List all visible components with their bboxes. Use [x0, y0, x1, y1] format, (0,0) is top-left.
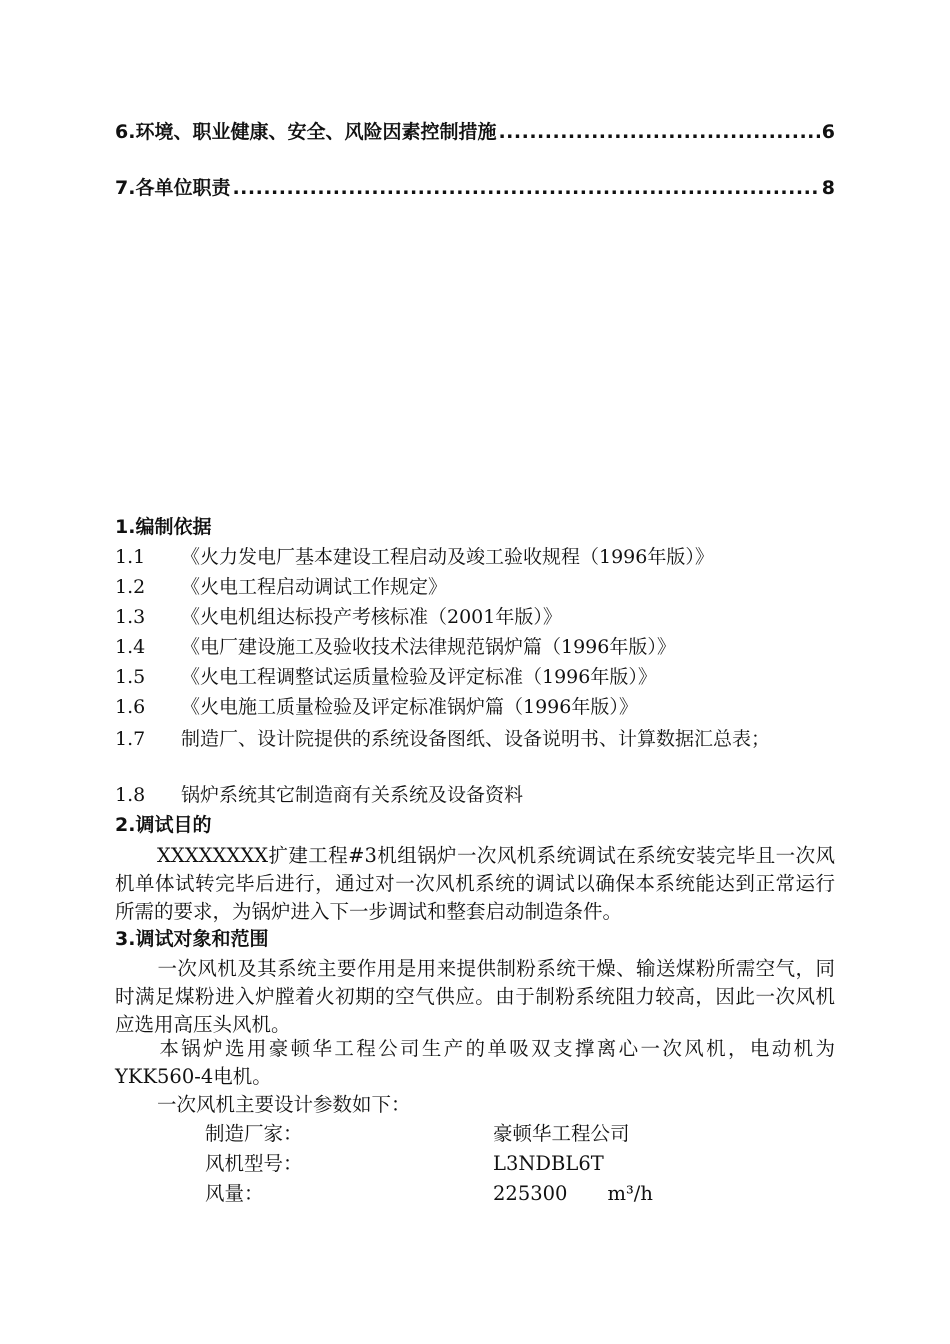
reference-item: [115, 633, 835, 661]
reference-number: 1.2: [115, 576, 146, 598]
paragraph-text: 本锅炉选用豪顿华工程公司生产的单吸双支撑离心一次风机，电动机为YKK560-4电机。: [115, 1037, 835, 1088]
reference-item: [115, 725, 835, 753]
paragraph-text: 一次风机主要设计参数如下：: [157, 1093, 411, 1116]
param-row-model: [205, 1150, 825, 1178]
purpose-paragraph: [115, 842, 835, 926]
scope-paragraph-3: [115, 1091, 835, 1119]
reference-item: [115, 603, 835, 631]
reference-text: 《火力发电厂基本建设工程启动及竣工验收规程（1996年版）》: [181, 546, 714, 568]
param-row-airflow: [205, 1180, 825, 1208]
param-value: 225300: [493, 1182, 568, 1205]
param-label: 风量：: [205, 1182, 264, 1205]
reference-number: 1.5: [115, 666, 146, 688]
param-unit: m³/h: [607, 1182, 653, 1205]
reference-number: 1.6: [115, 696, 146, 718]
toc-page: 8: [821, 177, 835, 199]
reference-number: 1.1: [115, 546, 146, 568]
scope-paragraph-1: [115, 955, 835, 1039]
paragraph-text: 一次风机及其系统主要作用是用来提供制粉系统干燥、输送煤粉所需空气，同时满足煤粉进入炉膛着火初期的空气供应。由于制粉系统阻力较高，因此一次风机应选用高压头风机。: [115, 957, 835, 1036]
paragraph-text: XXXXXXXX扩建工程#3机组锅炉一次风机系统调试在系统安装完毕且一次风机单体试转完毕后进行，通过对一次风机系统的调试以确保本系统能达到正常运行所需的要求，为锅炉进入下一步调试和整套启动制造条件。: [115, 844, 835, 923]
scope-paragraph-2: [115, 1035, 835, 1091]
section-heading-2: 2.调试目的: [115, 814, 212, 836]
reference-item: [115, 693, 835, 721]
toc-title: 7.各单位职责: [115, 177, 231, 199]
reference-text: 《火电工程启动调试工作规定》: [181, 576, 448, 598]
reference-number: 1.3: [115, 606, 146, 628]
reference-text: 《火电机组达标投产考核标准（2001年版）》: [181, 606, 562, 628]
reference-text: 《电厂建设施工及验收技术法律规范锅炉篇（1996年版）》: [181, 636, 676, 658]
toc-page: 6: [821, 121, 835, 143]
reference-item: [115, 573, 835, 601]
section-heading-1: 1.编制依据: [115, 516, 212, 538]
reference-item: [115, 543, 835, 571]
section-heading-3: 3.调试对象和范围: [115, 928, 269, 950]
reference-text: 《火电施工质量检验及评定标准锅炉篇（1996年版）》: [181, 696, 638, 718]
toc-leader: [232, 177, 819, 199]
toc-leader: [498, 121, 819, 143]
toc-entry-6[interactable]: [115, 117, 835, 144]
reference-number: 1.8: [115, 784, 146, 806]
param-value: L3NDBL6T: [493, 1152, 604, 1175]
reference-number: 1.7: [115, 728, 146, 750]
reference-item: [115, 663, 835, 691]
reference-number: 1.4: [115, 636, 146, 658]
param-label: 风机型号：: [205, 1152, 303, 1175]
reference-text: 《火电工程调整试运质量检验及评定标准（1996年版）》: [181, 666, 657, 688]
reference-text: 锅炉系统其它制造商有关系统及设备资料: [181, 784, 524, 806]
toc-title: 6.环境、职业健康、安全、风险因素控制措施: [115, 121, 497, 143]
toc-entry-7[interactable]: [115, 173, 835, 200]
reference-text: 制造厂、设计院提供的系统设备图纸、设备说明书、计算数据汇总表；: [181, 728, 771, 750]
param-value: 豪顿华工程公司: [493, 1122, 630, 1145]
reference-item: [115, 781, 835, 809]
param-row-manufacturer: [205, 1120, 825, 1148]
param-label: 制造厂家：: [205, 1122, 303, 1145]
